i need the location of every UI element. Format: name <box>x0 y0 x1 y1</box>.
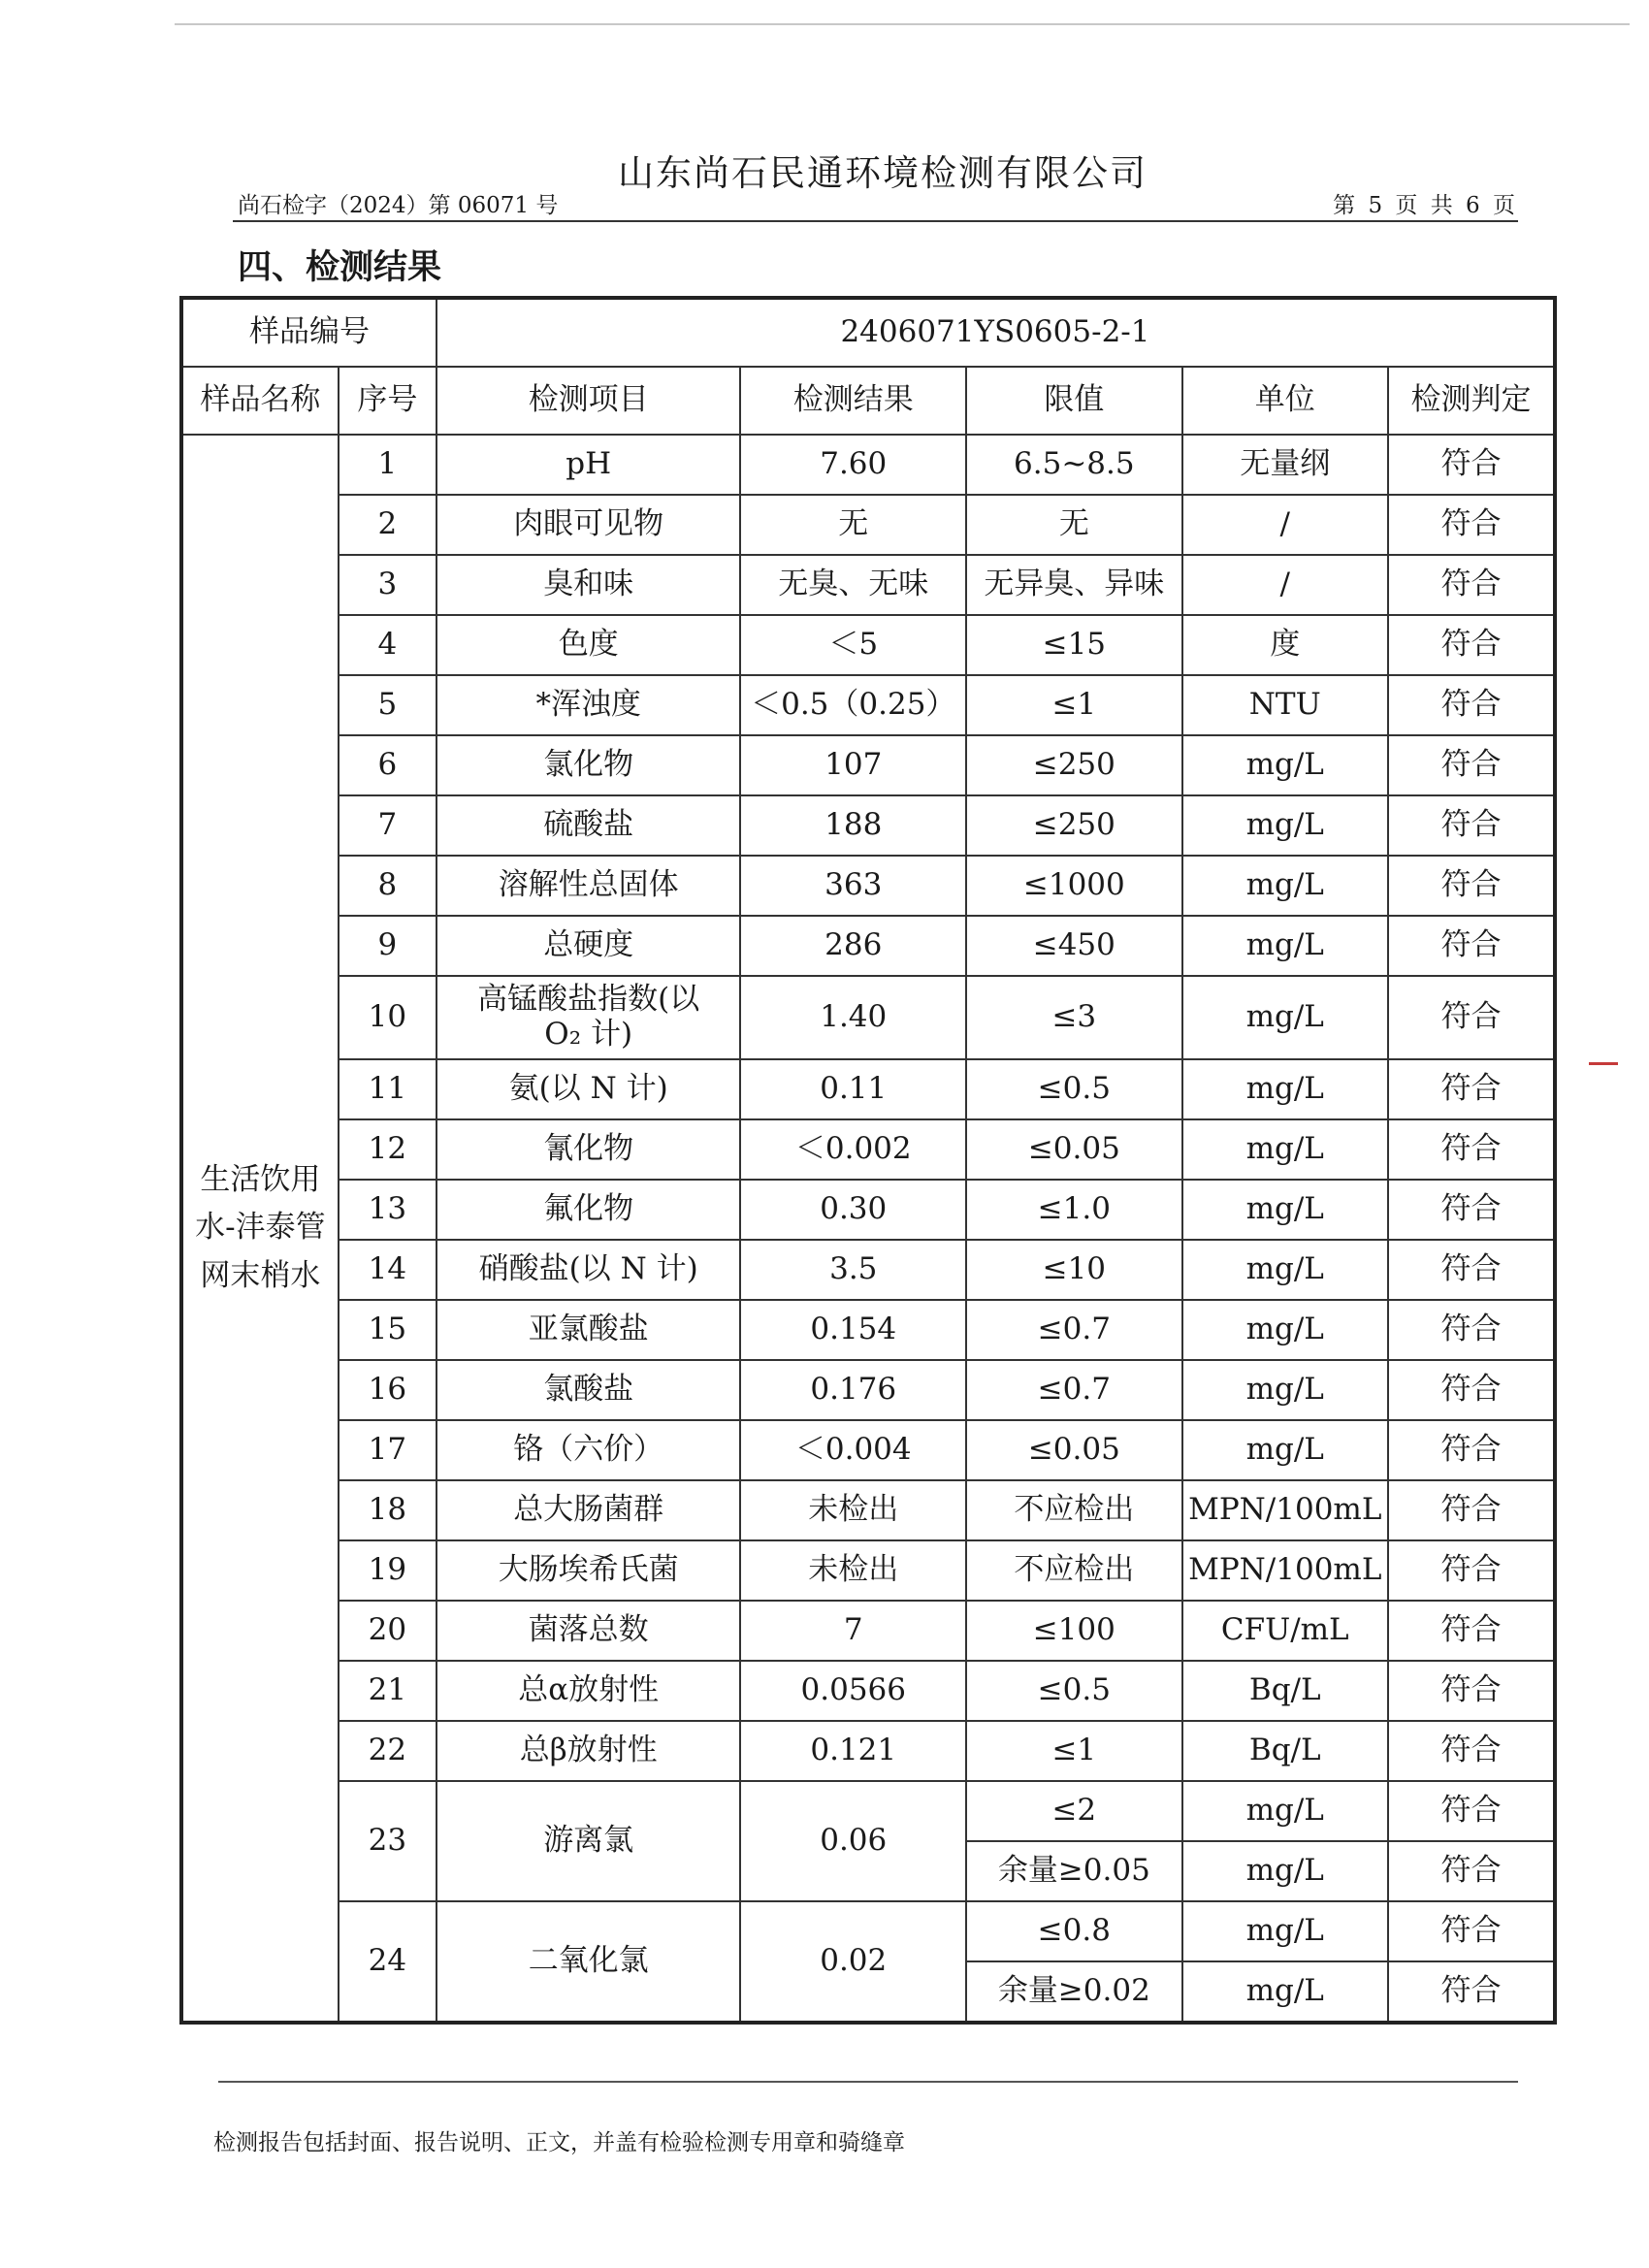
table-row <box>181 1901 1555 1961</box>
table-row <box>181 1480 1555 1540</box>
row-item: 氟化物 <box>436 1180 741 1240</box>
row-unit: MPN/100mL <box>1182 1480 1388 1540</box>
row-item: 二氧化氯 <box>436 1901 741 2023</box>
row-unit: mg/L <box>1182 1240 1388 1300</box>
footer-note: 检测报告包括封面、报告说明、正文，并盖有检验检测专用章和骑缝章 <box>213 2130 905 2155</box>
row-unit: / <box>1182 495 1388 555</box>
row-result: 0.11 <box>740 1059 966 1119</box>
row-verdict: 符合 <box>1388 1119 1555 1180</box>
row-limit: ≤0.5 <box>966 1059 1182 1119</box>
row-verdict: 符合 <box>1388 555 1555 615</box>
row-unit: mg/L <box>1182 1300 1388 1360</box>
table-row <box>181 1540 1555 1601</box>
section-title: 四、检测结果 <box>238 247 442 287</box>
table-row <box>181 1601 1555 1661</box>
row-verdict: 符合 <box>1388 1059 1555 1119</box>
row-limit: ≤0.7 <box>966 1300 1182 1360</box>
seal-stamp <box>1581 1062 1620 1256</box>
table-row <box>181 615 1555 675</box>
row-no: 22 <box>339 1721 436 1781</box>
row-no: 21 <box>339 1661 436 1721</box>
row-unit: mg/L <box>1182 1180 1388 1240</box>
header-sample-name: 样品名称 <box>181 367 339 435</box>
row-result: 3.5 <box>740 1240 966 1300</box>
row-verdict: 符合 <box>1388 1420 1555 1480</box>
row-limit: ≤0.7 <box>966 1360 1182 1420</box>
table-row <box>181 435 1555 495</box>
row-item-line2: O₂ 计) <box>544 1017 633 1052</box>
row-verdict: 符合 <box>1388 435 1555 495</box>
row-unit: Bq/L <box>1182 1721 1388 1781</box>
row-item: 肉眼可见物 <box>436 495 741 555</box>
row-result: 188 <box>740 795 966 856</box>
row-no: 4 <box>339 615 436 675</box>
row-result: ＜0.004 <box>740 1420 966 1480</box>
row-limit: ≤3 <box>966 976 1182 1059</box>
row-no: 2 <box>339 495 436 555</box>
row-verdict: 符合 <box>1388 856 1555 916</box>
sample-name: 生活饮用水-沣泰管网末梢水 <box>181 435 339 2023</box>
row-limit: ≤0.05 <box>966 1420 1182 1480</box>
row-no: 12 <box>339 1119 436 1180</box>
table-row <box>181 1180 1555 1240</box>
row-result: 7 <box>740 1601 966 1661</box>
row-verdict: 符合 <box>1388 675 1555 735</box>
row-limit: ≤0.8 <box>966 1901 1182 1961</box>
row-item: 氯酸盐 <box>436 1360 741 1420</box>
row-verdict: 符合 <box>1388 1841 1555 1901</box>
row-limit: ≤1000 <box>966 856 1182 916</box>
row-item: 总β放射性 <box>436 1721 741 1781</box>
row-unit: mg/L <box>1182 1360 1388 1420</box>
row-verdict: 符合 <box>1388 1540 1555 1601</box>
row-no: 10 <box>339 976 436 1059</box>
row-unit: 度 <box>1182 615 1388 675</box>
row-item: 氰化物 <box>436 1119 741 1180</box>
row-unit: mg/L <box>1182 1841 1388 1901</box>
row-unit: MPN/100mL <box>1182 1540 1388 1601</box>
row-no: 1 <box>339 435 436 495</box>
row-unit: 无量纲 <box>1182 435 1388 495</box>
row-item-line1: 高锰酸盐指数(以 <box>477 982 700 1018</box>
row-result: 无 <box>740 495 966 555</box>
scan-edge <box>175 23 1630 25</box>
row-no: 14 <box>339 1240 436 1300</box>
row-result: 1.40 <box>740 976 966 1059</box>
row-no: 7 <box>339 795 436 856</box>
row-no: 6 <box>339 735 436 795</box>
company-name: 山东尚石民通环境检测有限公司 <box>618 152 1148 194</box>
row-limit: ≤1.0 <box>966 1180 1182 1240</box>
row-unit: mg/L <box>1182 1420 1388 1480</box>
seal-stamp-edge <box>1589 1062 1618 1065</box>
row-limit: ≤450 <box>966 916 1182 976</box>
table-row <box>181 1781 1555 1841</box>
row-unit: mg/L <box>1182 1059 1388 1119</box>
row-limit: ≤0.5 <box>966 1661 1182 1721</box>
row-limit: ≤1 <box>966 675 1182 735</box>
results-table-container <box>179 296 1557 2025</box>
table-row <box>181 675 1555 735</box>
row-result: ＜0.002 <box>740 1119 966 1180</box>
results-table <box>179 296 1557 2025</box>
table-row <box>181 735 1555 795</box>
row-item: 溶解性总固体 <box>436 856 741 916</box>
row-limit: 不应检出 <box>966 1540 1182 1601</box>
row-no: 15 <box>339 1300 436 1360</box>
row-no: 9 <box>339 916 436 976</box>
row-result: ＜0.5（0.25） <box>740 675 966 735</box>
row-no: 11 <box>339 1059 436 1119</box>
row-limit: 6.5~8.5 <box>966 435 1182 495</box>
row-result: 未检出 <box>740 1540 966 1601</box>
row-verdict: 符合 <box>1388 1661 1555 1721</box>
row-item: *浑浊度 <box>436 675 741 735</box>
row-result: 0.121 <box>740 1721 966 1781</box>
row-item: 臭和味 <box>436 555 741 615</box>
row-verdict: 符合 <box>1388 795 1555 856</box>
row-no: 13 <box>339 1180 436 1240</box>
page-indicator: 第 5 页 共 6 页 <box>1333 193 1518 218</box>
row-no: 17 <box>339 1420 436 1480</box>
row-item: 游离氯 <box>436 1781 741 1901</box>
table-row <box>181 1661 1555 1721</box>
header-unit: 单位 <box>1182 367 1388 435</box>
sample-number-label: 样品编号 <box>181 298 436 367</box>
row-limit: ≤2 <box>966 1781 1182 1841</box>
row-item: 亚氯酸盐 <box>436 1300 741 1360</box>
row-no: 5 <box>339 675 436 735</box>
row-no: 20 <box>339 1601 436 1661</box>
row-verdict: 符合 <box>1388 735 1555 795</box>
row-unit: mg/L <box>1182 856 1388 916</box>
row-no: 8 <box>339 856 436 916</box>
row-item: 色度 <box>436 615 741 675</box>
table-row <box>181 1721 1555 1781</box>
row-unit: Bq/L <box>1182 1661 1388 1721</box>
row-item: 大肠埃希氏菌 <box>436 1540 741 1601</box>
row-verdict: 符合 <box>1388 1601 1555 1661</box>
row-limit: 无 <box>966 495 1182 555</box>
row-item: 总硬度 <box>436 916 741 976</box>
row-verdict: 符合 <box>1388 1300 1555 1360</box>
row-no: 16 <box>339 1360 436 1420</box>
row-result: 0.0566 <box>740 1661 966 1721</box>
row-limit: ≤100 <box>966 1601 1182 1661</box>
row-item: 菌落总数 <box>436 1601 741 1661</box>
header-result: 检测结果 <box>740 367 966 435</box>
table-row <box>181 856 1555 916</box>
row-result: 0.176 <box>740 1360 966 1420</box>
row-verdict: 符合 <box>1388 495 1555 555</box>
table-row <box>181 1059 1555 1119</box>
row-no: 24 <box>339 1901 436 2023</box>
row-verdict: 符合 <box>1388 976 1555 1059</box>
row-verdict: 符合 <box>1388 615 1555 675</box>
row-limit: ≤1 <box>966 1721 1182 1781</box>
row-item: 总大肠菌群 <box>436 1480 741 1540</box>
row-verdict: 符合 <box>1388 916 1555 976</box>
row-item: 硝酸盐(以 N 计) <box>436 1240 741 1300</box>
row-unit: mg/L <box>1182 1119 1388 1180</box>
row-item: 总α放射性 <box>436 1661 741 1721</box>
row-unit: mg/L <box>1182 735 1388 795</box>
row-verdict: 符合 <box>1388 1180 1555 1240</box>
row-no: 23 <box>339 1781 436 1901</box>
row-limit: 无异臭、异味 <box>966 555 1182 615</box>
row-unit: mg/L <box>1182 916 1388 976</box>
row-item <box>436 976 741 1059</box>
row-result: 0.154 <box>740 1300 966 1360</box>
footer-divider <box>218 2081 1518 2083</box>
header-divider <box>233 220 1518 222</box>
row-verdict: 符合 <box>1388 1480 1555 1540</box>
row-unit: mg/L <box>1182 1901 1388 1961</box>
row-item: 氯化物 <box>436 735 741 795</box>
table-header-row <box>181 367 1555 435</box>
row-limit: ≤0.05 <box>966 1119 1182 1180</box>
row-verdict: 符合 <box>1388 1781 1555 1841</box>
row-limit: 余量≥0.05 <box>966 1841 1182 1901</box>
table-row <box>181 795 1555 856</box>
row-limit: 余量≥0.02 <box>966 1961 1182 2023</box>
table-row <box>181 1300 1555 1360</box>
row-unit: mg/L <box>1182 976 1388 1059</box>
row-limit: ≤250 <box>966 795 1182 856</box>
row-verdict: 符合 <box>1388 1240 1555 1300</box>
row-result: 107 <box>740 735 966 795</box>
row-verdict: 符合 <box>1388 1961 1555 2023</box>
row-limit: ≤10 <box>966 1240 1182 1300</box>
row-limit: 不应检出 <box>966 1480 1182 1540</box>
row-item: 硫酸盐 <box>436 795 741 856</box>
row-item: 氨(以 N 计) <box>436 1059 741 1119</box>
table-row <box>181 495 1555 555</box>
row-no: 18 <box>339 1480 436 1540</box>
row-result: 7.60 <box>740 435 966 495</box>
row-item: 铬（六价） <box>436 1420 741 1480</box>
sample-number-value: 2406071YS0605-2-1 <box>436 298 1555 367</box>
table-row <box>181 1420 1555 1480</box>
header-verdict: 检测判定 <box>1388 367 1555 435</box>
row-result: 286 <box>740 916 966 976</box>
row-verdict: 符合 <box>1388 1360 1555 1420</box>
row-unit: / <box>1182 555 1388 615</box>
row-no: 19 <box>339 1540 436 1601</box>
header-limit: 限值 <box>966 367 1182 435</box>
row-unit: CFU/mL <box>1182 1601 1388 1661</box>
row-verdict: 符合 <box>1388 1721 1555 1781</box>
row-result: 0.02 <box>740 1901 966 2023</box>
row-result: 0.06 <box>740 1781 966 1901</box>
table-row <box>181 976 1555 1059</box>
table-row <box>181 1240 1555 1300</box>
sample-number-row <box>181 298 1555 367</box>
header-seq: 序号 <box>339 367 436 435</box>
row-unit: NTU <box>1182 675 1388 735</box>
row-no: 3 <box>339 555 436 615</box>
row-unit: mg/L <box>1182 1781 1388 1841</box>
row-limit: ≤250 <box>966 735 1182 795</box>
row-verdict: 符合 <box>1388 1901 1555 1961</box>
table-row <box>181 555 1555 615</box>
row-result: 0.30 <box>740 1180 966 1240</box>
row-result: ＜5 <box>740 615 966 675</box>
header-item: 检测项目 <box>436 367 741 435</box>
table-row <box>181 916 1555 976</box>
row-result: 未检出 <box>740 1480 966 1540</box>
row-item: pH <box>436 435 741 495</box>
report-number: 尚石检字（2024）第 06071 号 <box>238 193 559 218</box>
row-unit: mg/L <box>1182 1961 1388 2023</box>
table-row <box>181 1119 1555 1180</box>
row-result: 363 <box>740 856 966 916</box>
row-unit: mg/L <box>1182 795 1388 856</box>
row-result: 无臭、无味 <box>740 555 966 615</box>
table-row <box>181 1360 1555 1420</box>
row-limit: ≤15 <box>966 615 1182 675</box>
